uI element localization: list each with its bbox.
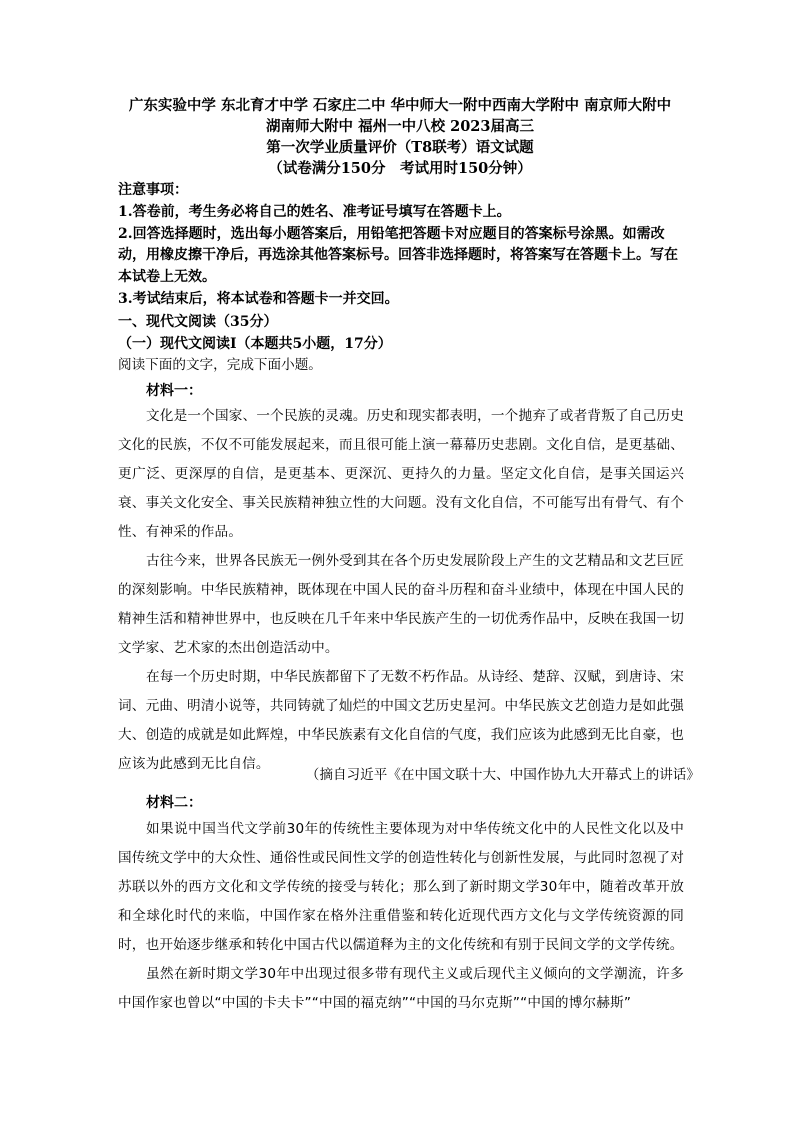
header-schools-line-2: 湖南师大附中 福州一中八校 2023届高三 <box>266 118 534 135</box>
section-heading: 一、现代文阅读（35分） <box>118 314 278 330</box>
material-1-paragraph-3: 在每一个历史时期，中华民族都留下了无数不朽作品。从诗经、楚辞、汉赋，到唐诗、宋词、元曲、明清小说等，共同铸就了灿烂的中国文艺历史星河。中华民族文艺创造力是如此强大、创造的成就是如此辉煌，中华民族素有文化自信的气度，我们应该为此感到无比自豪，也应该为此感到无比自信。 <box>118 669 684 772</box>
header-schools-line: 广东实验中学 东北育才中学 石家庄二中 华中师大一附中西南大学附中 南京师大附中 <box>128 97 672 114</box>
material-1-source: （摘自习近平《在中国文联十大、中国作协九大开幕式上的讲话》 <box>305 767 700 783</box>
section-subheading: （一）现代文阅读Ⅰ（本题共5小题，17分） <box>118 336 392 352</box>
exam-info: （试卷满分150分 考试用时150分钟） <box>268 160 532 177</box>
exam-title: 第一次学业质量评价（T8联考）语文试题 <box>266 139 534 156</box>
exam-header <box>110 95 690 179</box>
reading-instruction: 阅读下面的文字，完成下面小题。 <box>118 357 322 373</box>
notice-block <box>118 180 688 311</box>
notice-item-2: 2.回答选择题时，选出每小题答案后，用铅笔把答题卡对应题目的答案标号涂黑。如需改动，用橡皮擦干净后，再选涂其他答案标号。回答非选择题时，将答案写在答题卡上。写在本试卷上无效。 <box>118 225 678 286</box>
material-2-label: 材料二： <box>146 795 202 811</box>
material-1-body <box>118 402 684 779</box>
material-2-paragraph-1: 如果说中国当代文学前30年的传统性主要体现为对中华传统文化中的人民性文化以及中国传统文学中的大众性、通俗性或民间性文学的创造性转化与创新性发展，与此同时忽视了对苏联以外的西方文化和文学传统的接受与转化；那么到了新时期文学30年中，随着改革开放和全球化时代的来临，中国作家在格外注重借鉴和转化近现代西方文化与文学传统资源的同时，也开始逐步继承和转化中国古代以儒道释为主的文化传统和有别于民间文学的文学传统。 <box>118 821 684 953</box>
notice-title: 注意事项： <box>118 182 188 198</box>
notice-item-1: 1.答卷前，考生务必将自己的姓名、准考证号填写在答题卡上。 <box>118 203 511 220</box>
material-2-body <box>118 815 684 1018</box>
material-1-paragraph-2: 古往今来，世界各民族无一例外受到其在各个历史发展阶段上产生的文艺精品和文艺巨匠的深刻影响。中华民族精神，既体现在中国人民的奋斗历程和奋斗业绩中，体现在中国人民的精神生活和精神世界中，也反映在几千年来中华民族产生的一切优秀作品中，反映在我国一切文学家、艺术家的杰出创造活动中。 <box>118 553 684 656</box>
material-1-paragraph-1: 文化是一个国家、一个民族的灵魂。历史和现实都表明，一个抛弃了或者背叛了自己历史文化的民族，不仅不可能发展起来，而且很可能上演一幕幕历史悲剧。文化自信，是更基础、更广泛、更深厚的自信，是更基本、更深沉、更持久的力量。坚定文化自信，是事关国运兴衰、事关文化安全、事关民族精神独立性的大问题。没有文化自信，不可能写出有骨气、有个性、有神采的作品。 <box>118 408 684 540</box>
material-2-paragraph-2: 虽然在新时期文学30年中出现过很多带有现代主义或后现代主义倾向的文学潮流，许多中国作家也曾以“中国的卡夫卡”“中国的福克纳”“中国的马尔克斯”“中国的博尔赫斯” <box>118 966 684 1011</box>
material-1-label: 材料一： <box>146 383 202 399</box>
notice-item-3: 3.考试结束后，将本试卷和答题卡一并交回。 <box>118 290 399 307</box>
